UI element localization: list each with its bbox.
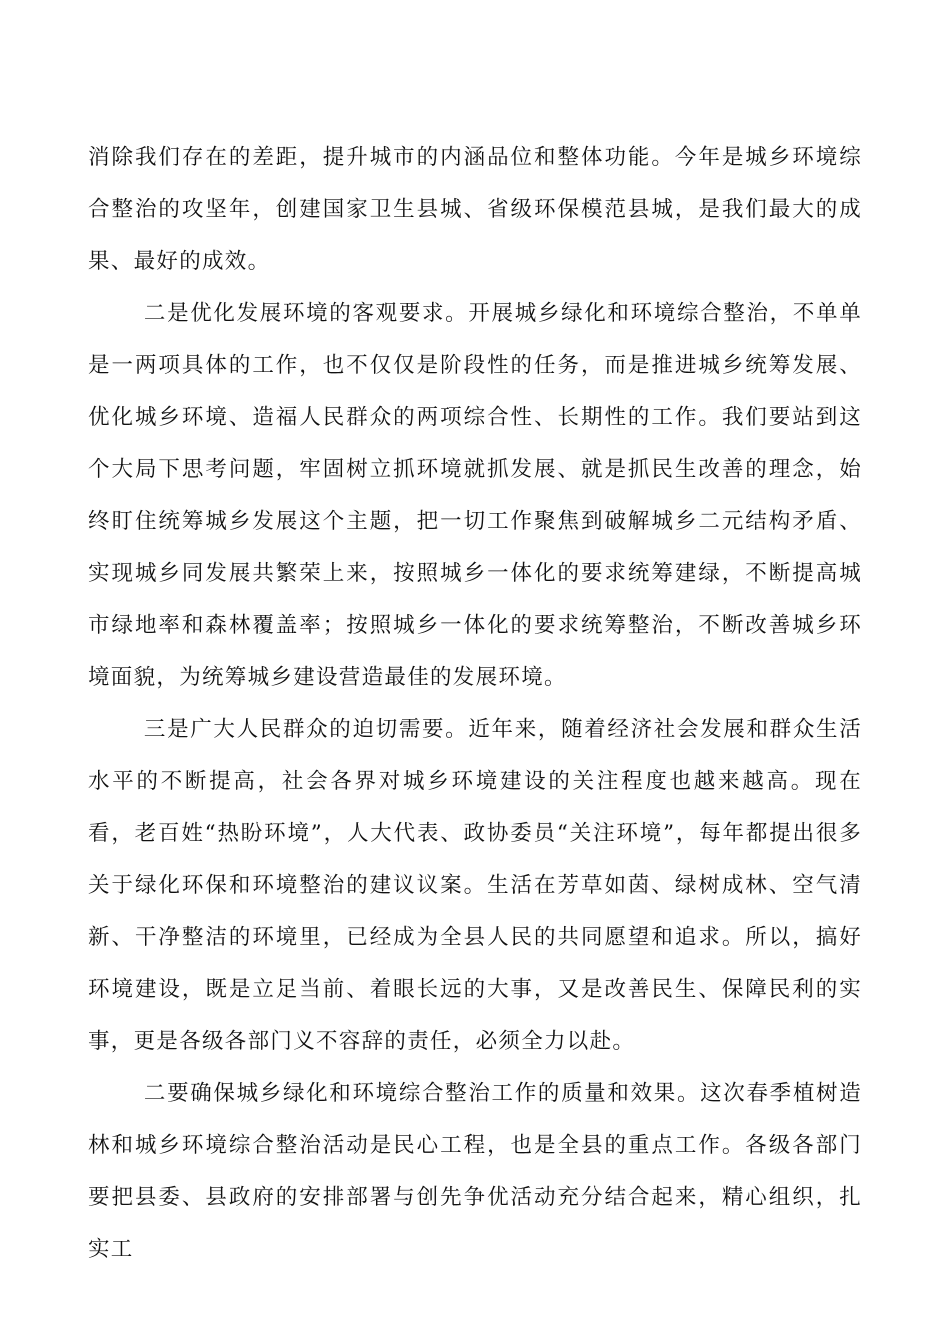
paragraph-1: 消除我们存在的差距，提升城市的内涵品位和整体功能。今年是城乡环境综合整治的攻坚年，创建国家卫生县城、省级环保模范县城，是我们最大的成果、最好的成效。	[88, 145, 862, 274]
paragraph-4: 二要确保城乡绿化和环境综合整治工作的质量和效果。这次春季植树造林和城乡环境综合整治活动是民心工程，也是全县的重点工作。各级各部门要把县委、县政府的安排部署与创先争优活动充分结合起来，精心组织，扎实工	[88, 1081, 862, 1262]
paragraph-2: 二是优化发展环境的客观要求。开展城乡绿化和环境综合整治，不单单是一两项具体的工作，也不仅仅是阶段性的任务，而是推进城乡统筹发展、优化城乡环境、造福人民群众的两项综合性、长期性的工作。我们要站到这个大局下思考问题，牢固树立抓环境就抓发展、就是抓民生改善的理念，始终盯住统筹城乡发展这个主题，把一切工作聚焦到破解城乡二元结构矛盾、实现城乡同发展共繁荣上来，按照城乡一体化的要求统筹建绿，不断提高城市绿地率和森林覆盖率；按照城乡一体化的要求统筹整治，不断改善城乡环境面貌，为统筹城乡建设营造最佳的发展环境。	[88, 301, 862, 690]
paragraph-3: 三是广大人民群众的迫切需要。近年来，随着经济社会发展和群众生活水平的不断提高，社会各界对城乡环境建设的关注程度也越来越高。现在看，老百姓“热盼环境”，人大代表、政协委员“关注环境”，每年都提出很多关于绿化环保和环境整治的建议议案。生活在芳草如茵、绿树成林、空气清新、干净整洁的环境里，已经成为全县人民的共同愿望和追求。所以，搞好环境建设，既是立足当前、着眼长远的大事，又是改善民生、保障民利的实事，更是各级各部门义不容辞的责任，必须全力以赴。	[88, 717, 862, 1054]
document-page	[88, 132, 862, 1276]
